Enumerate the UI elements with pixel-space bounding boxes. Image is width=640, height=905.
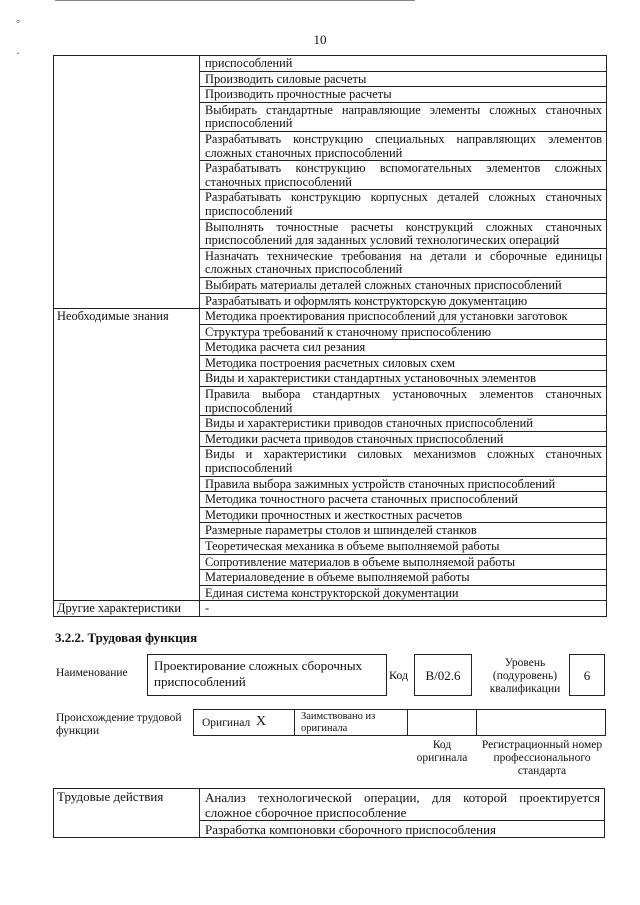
labor-action-item: Разработка компоновки сборочного приспособления xyxy=(200,821,605,838)
knowledge-item: Материаловедение в объеме выполняемой работы xyxy=(200,570,607,586)
knowledge-label: Необходимые знания xyxy=(54,309,200,601)
table-row xyxy=(54,789,605,821)
code-label: Код xyxy=(389,668,409,682)
knowledge-item: Виды и характеристики стандартных установочных элементов xyxy=(200,371,607,387)
knowledge-item: Методика проектирования приспособлений для установки заготовок xyxy=(200,309,607,325)
knowledge-item: Методика точностного расчета станочных приспособлений xyxy=(200,492,607,508)
skill-item: Выбирать материалы деталей сложных станочных приспособлений xyxy=(200,277,607,293)
function-name-box xyxy=(147,654,387,696)
knowledge-item: Размерные параметры столов и шпинделей станков xyxy=(200,523,607,539)
borrowed-cell xyxy=(294,709,408,736)
other-characteristics-value: - xyxy=(200,601,607,617)
knowledge-item: Методики прочностных и жесткостных расчетов xyxy=(200,507,607,523)
level-value: 6 xyxy=(583,668,591,683)
knowledge-item: Методики расчета приводов станочных приспособлений xyxy=(200,431,607,447)
skill-item: Выполнять точностные расчеты конструкций сложных станочных приспособлений для заданных условий технологических операций xyxy=(200,219,607,248)
labor-actions-table xyxy=(53,788,605,838)
knowledge-item: Теоретическая механика в объеме выполняемой работы xyxy=(200,539,607,555)
knowledge-item: Правила выбора стандартных установочных элементов станочных приспособлений xyxy=(200,387,607,416)
name-label: Наименование xyxy=(56,667,128,679)
origin-label: Происхождение трудовой функции xyxy=(56,712,182,737)
skill-item: Разрабатывать конструкцию специальных направляющих элементов сложных станочных приспособлений xyxy=(200,131,607,160)
scan-mark: ◦ xyxy=(16,14,21,28)
function-name-value: Проектирование сложных сборочных приспособлений xyxy=(154,658,363,689)
original-mark: X xyxy=(256,714,267,729)
original-cell xyxy=(193,709,295,736)
knowledge-item: Сопротивление материалов в объеме выполняемой работы xyxy=(200,554,607,570)
skill-item: Производить прочностные расчеты xyxy=(200,87,607,103)
skill-item: Разрабатывать конструкцию корпусных деталей сложных станочных приспособлений xyxy=(200,190,607,219)
level-label: Уровень (подуровень) квалификации xyxy=(489,657,561,695)
code-value: B/02.6 xyxy=(425,668,461,683)
skill-item: Назначать технические требования на детали и сборочные единицы сложных станочных приспособлений xyxy=(200,248,607,277)
level-box xyxy=(569,654,605,696)
page-number: 10 xyxy=(313,32,327,47)
other-characteristics-label: Другие характеристики xyxy=(54,601,200,617)
table-row xyxy=(54,56,607,72)
code-original-caption: Код оригинала xyxy=(416,739,468,764)
reg-number-caption: Регистрационный номер профессионального стандарта xyxy=(481,739,603,777)
knowledge-item: Виды и характеристики приводов станочных приспособлений xyxy=(200,416,607,432)
section-heading: 3.2.2. Трудовая функция xyxy=(55,630,198,645)
knowledge-item: Методика построения расчетных силовых схем xyxy=(200,355,607,371)
skill-item: Разрабатывать и оформлять конструкторскую документацию xyxy=(200,293,607,309)
skill-item: Разрабатывать конструкцию вспомогательных элементов сложных станочных приспособлений xyxy=(200,161,607,190)
code-original-cell xyxy=(407,709,477,736)
knowledge-item: Методика расчета сил резания xyxy=(200,340,607,356)
skills-label-cell xyxy=(54,56,200,309)
knowledge-item: Виды и характеристики силовых механизмов сложных станочных приспособлений xyxy=(200,447,607,476)
table-row xyxy=(54,601,607,617)
borrowed-label: Заимствовано из оригинала xyxy=(301,711,376,734)
reg-number-cell xyxy=(476,709,606,736)
code-box xyxy=(414,654,472,696)
skill-item: Выбирать стандартные направляющие элементы сложных станочных приспособлений xyxy=(200,102,607,131)
knowledge-item: Структура требований к станочному приспособлению xyxy=(200,324,607,340)
original-label: Оригинал xyxy=(202,717,251,729)
scan-edge-line xyxy=(55,0,415,1)
knowledge-item: Правила выбора зажимных устройств станочных приспособлений xyxy=(200,476,607,492)
knowledge-item: Единая система конструкторской документации xyxy=(200,585,607,601)
skill-item: Производить силовые расчеты xyxy=(200,71,607,87)
scan-mark: · xyxy=(16,46,20,60)
requirements-table xyxy=(53,55,607,617)
skill-item: приспособлений xyxy=(200,56,607,72)
labor-action-item: Анализ технологической операции, для которой проектируется сложное сборочное приспособление xyxy=(200,789,605,821)
table-row xyxy=(54,309,607,325)
labor-actions-label: Трудовые действия xyxy=(54,789,200,838)
